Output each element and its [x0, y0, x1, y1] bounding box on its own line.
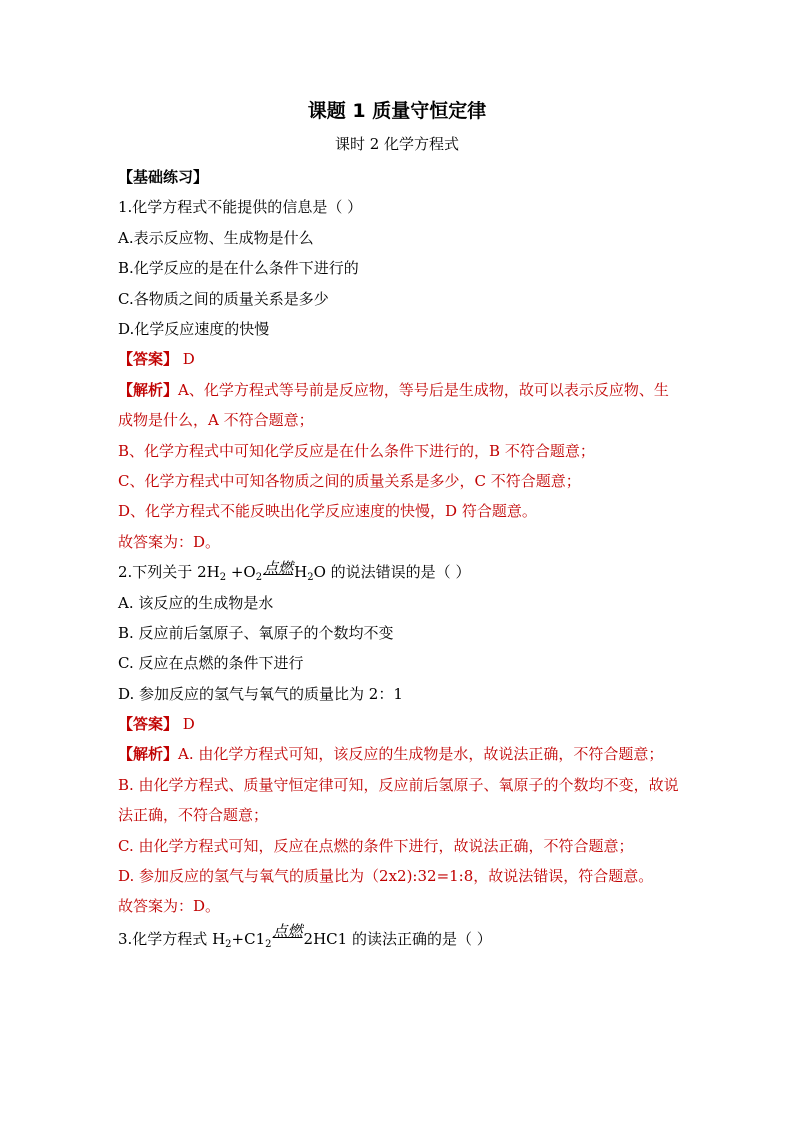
q1-option-b: B.化学反应的是在什么条件下进行的	[118, 259, 359, 278]
q3-stem-suffix: 的读法正确的是（ ）	[347, 929, 492, 948]
q1-explanation-b: B、化学方程式中可知化学反应是在什么条件下进行的，B 不符合题意；	[118, 441, 595, 460]
q1-explanation-a	[118, 375, 683, 436]
q1-answer	[118, 344, 683, 374]
q2-explanation-b: B. 由化学方程式、质量守恒定律可知，反应前后氢原子、氧原子的个数均不变，故说法正确，不符合题意；	[118, 775, 679, 825]
q2-explanation-c: C. 由化学方程式可知，反应在点燃的条件下进行，故说法正确，不符合题意；	[118, 836, 634, 855]
q1-expl-tag: 【解析】	[118, 380, 179, 399]
q2-answer-tag: 【答案】	[118, 715, 179, 734]
page-subtitle: 课时 2 化学方程式	[334, 135, 460, 153]
page-title: 课题 1 质量守恒定律	[307, 100, 487, 122]
q2-sub-h2: 2	[219, 572, 227, 584]
q3-condition: 点燃	[272, 921, 303, 940]
q1-answer-value: D	[178, 350, 195, 369]
q2-option-d: D. 参加反应的氢气与氧气的质量比为 2：1	[118, 684, 403, 703]
q2-answer	[118, 709, 683, 739]
q2-expl-a-text: A. 由化学方程式可知，该反应的生成物是水，故说法正确，不符合题意；	[178, 745, 664, 764]
section-heading: 【基础练习】	[118, 168, 209, 186]
q3-sub-cl2: 2	[265, 938, 272, 950]
q1-explanation-d: D、化学方程式不能反映出化学反应速度的快慢，D 符合题意。	[118, 502, 537, 521]
q2-option-b: B. 反应前后氢原子、氧原子的个数均不变	[118, 623, 394, 642]
q1-answer-tag: 【答案】	[118, 350, 179, 369]
q2-option-c: C. 反应在点燃的条件下进行	[118, 654, 304, 673]
q1-option-d: D.化学反应速度的快慢	[118, 319, 270, 338]
q2-product: H	[294, 563, 308, 582]
q2-conclusion: 故答案为：D。	[118, 897, 221, 916]
q1-explanation-c: C、化学方程式中可知各物质之间的质量关系是多少，C 不符合题意；	[118, 471, 581, 490]
q3-sub-h2: 2	[225, 938, 232, 950]
q2-stem	[118, 557, 683, 587]
q2-stem-prefix: 2.下列关于 2H	[118, 563, 220, 582]
q1-option-a: A.表示反应物、生成物是什么	[118, 228, 314, 247]
content	[118, 162, 683, 954]
q1-stem: 1.化学方程式不能提供的信息是（ ）	[118, 198, 363, 217]
q2-stem-suffix: 的说法错误的是（ ）	[325, 563, 471, 582]
q2-option-a: A. 该反应的生成物是水	[118, 593, 274, 612]
q1-conclusion: 故答案为：D。	[118, 532, 221, 551]
q2-sub-o2: 2	[255, 572, 263, 584]
q2-condition: 点燃	[263, 559, 294, 578]
q2-explanation-d: D. 参加反应的氢气与氧气的质量比为（2x2):32=1:8，故说法错误，符合题意。	[118, 867, 654, 886]
q3-stem	[118, 921, 683, 954]
q2-sub-h2o: 2	[307, 572, 314, 584]
q1-option-c: C.各物质之间的质量关系是多少	[118, 289, 329, 308]
q2-explanation-a	[118, 739, 683, 769]
q2-product-end: O	[313, 563, 326, 582]
q3-product: 2HC1	[303, 929, 348, 948]
q2-plus-o: +O	[226, 563, 256, 582]
q1-expl-a-text: A、化学方程式等号前是反应物，等号后是生成物，故可以表示反应物、生成物是什么，A 不符合题意；	[118, 380, 669, 430]
q2-expl-tag: 【解析】	[118, 745, 179, 764]
q2-answer-value: D	[178, 715, 195, 734]
q3-stem-prefix: 3.化学方程式 H	[118, 929, 226, 948]
q3-plus-cl: +C1	[231, 929, 266, 948]
